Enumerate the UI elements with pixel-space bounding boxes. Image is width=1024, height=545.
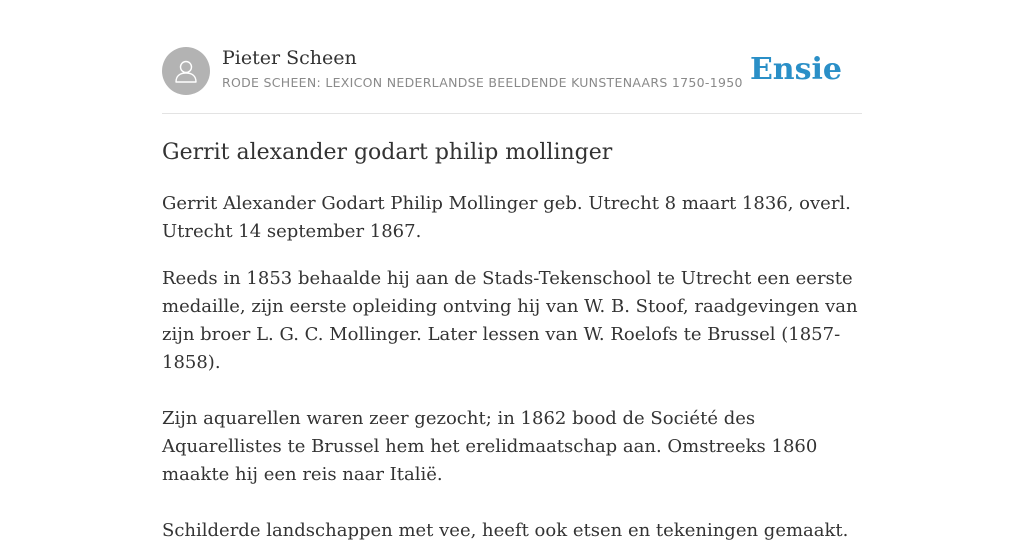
source-name[interactable]: RODE SCHEEN: LEXICON NEDERLANDSE BEELDENDE KUNSTENAARS 1750-1950: [222, 75, 743, 90]
brand-logo[interactable]: Ensie: [749, 52, 842, 87]
user-silhouette-icon: [172, 57, 200, 85]
header-divider: [162, 113, 862, 114]
author-name[interactable]: Pieter Scheen: [222, 47, 357, 69]
paragraph-works: Schilderde landschappen met vee, heeft ook etsen en tekeningen gemaakt.: [162, 520, 849, 541]
article-title: Gerrit alexander godart philip mollinger: [162, 140, 613, 165]
avatar[interactable]: [162, 47, 210, 95]
article-body: [162, 190, 862, 545]
paragraph-watercolours: Zijn aquarellen waren zeer gezocht; in 1862 bood de Société des Aquarellistes te Brussel hem het erelidmaatschap aan. Omstreeks 1860 maakte hij een reis naar Italië.: [162, 408, 818, 485]
paragraph-intro: Gerrit Alexander Godart Philip Mollinger geb. Utrecht 8 maart 1836, overl. Utrecht 14 september 1867.: [162, 193, 851, 242]
paragraph-education: Reeds in 1853 behaalde hij aan de Stads-Tekenschool te Utrecht een eerste medaille, zijn eerste opleiding ontving hij van W. B. Stoof, raadgevingen van zijn broer L. G. C. Mollinger. Later lessen van W. Roelofs te Brussel (1857-1858).: [162, 268, 858, 373]
header: [162, 46, 862, 96]
